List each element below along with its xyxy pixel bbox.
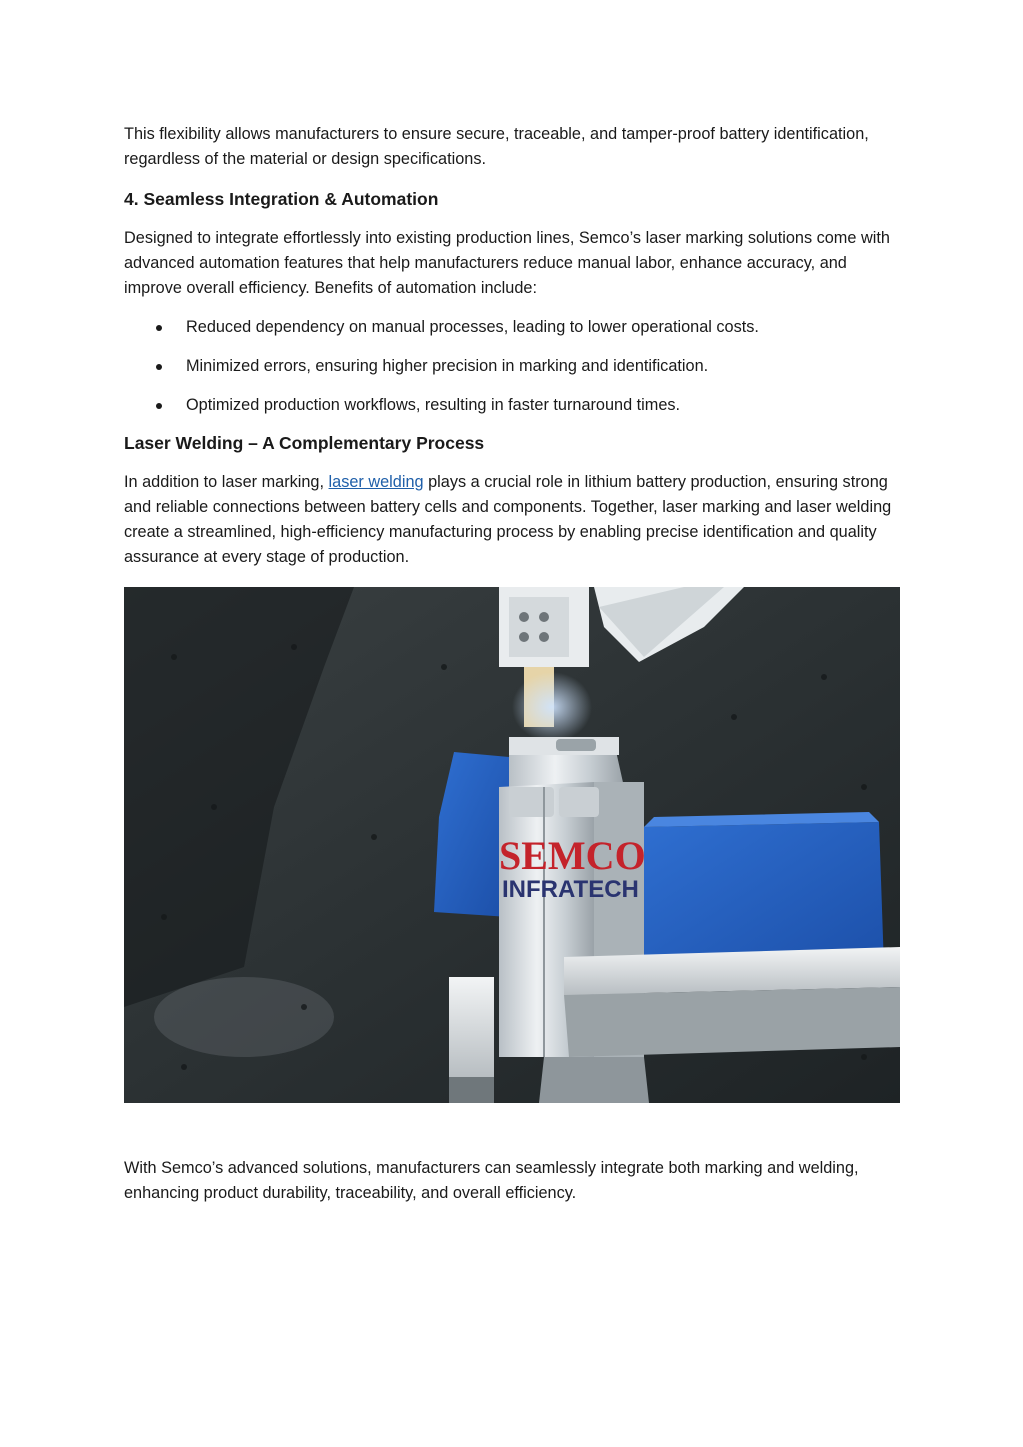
laser-welding-paragraph	[124, 470, 900, 570]
logo-text-infratech: INFRATECH	[502, 876, 639, 903]
text-column	[124, 122, 900, 570]
list-item	[124, 354, 900, 379]
intro-paragraph: This flexibility allows manufacturers to ensure secure, traceable, and tamper-proof battery identification, regardless of the material or design specifications.	[124, 125, 869, 168]
paragraph-rest: plays a crucial role in lithium battery production, ensuring strong and reliable connections between battery cells and components. Together, laser marking and laser welding create a streamlined, high-efficiency manufacturing process by enabling precise identification and quality assurance at every stage of production.	[124, 473, 892, 566]
automation-paragraph: Designed to integrate effortlessly into existing production lines, Semco’s laser marking solutions come with advanced automation features that help manufacturers reduce manual labor, enhance accuracy, and improve overall efficiency. Benefits of automation include:	[124, 229, 890, 297]
bullet-icon	[156, 325, 162, 331]
closing-paragraph: With Semco’s advanced solutions, manufacturers can seamlessly integrate both marking and welding, enhancing product durability, traceability, and overall efficiency.	[124, 1159, 859, 1202]
bullet-icon	[156, 364, 162, 370]
list-item-text: Optimized production workflows, resulting in faster turnaround times.	[186, 396, 681, 414]
bullet-icon	[156, 403, 162, 409]
list-item	[124, 393, 900, 418]
list-item	[124, 315, 900, 340]
laser-welding-link[interactable]: laser welding	[328, 473, 424, 491]
list-item-text: Reduced dependency on manual processes, leading to lower operational costs.	[186, 318, 759, 336]
logo-text-semco: SEMCO	[499, 833, 646, 878]
paragraph-lead: In addition to laser marking,	[124, 473, 329, 491]
benefits-list	[124, 315, 900, 418]
list-item-text: Minimized errors, ensuring higher precision in marking and identification.	[186, 357, 709, 375]
automation-heading: 4. Seamless Integration & Automation	[124, 189, 439, 209]
laser-welding-photo	[124, 587, 900, 1103]
laser-welding-heading: Laser Welding – A Complementary Process	[124, 433, 485, 453]
